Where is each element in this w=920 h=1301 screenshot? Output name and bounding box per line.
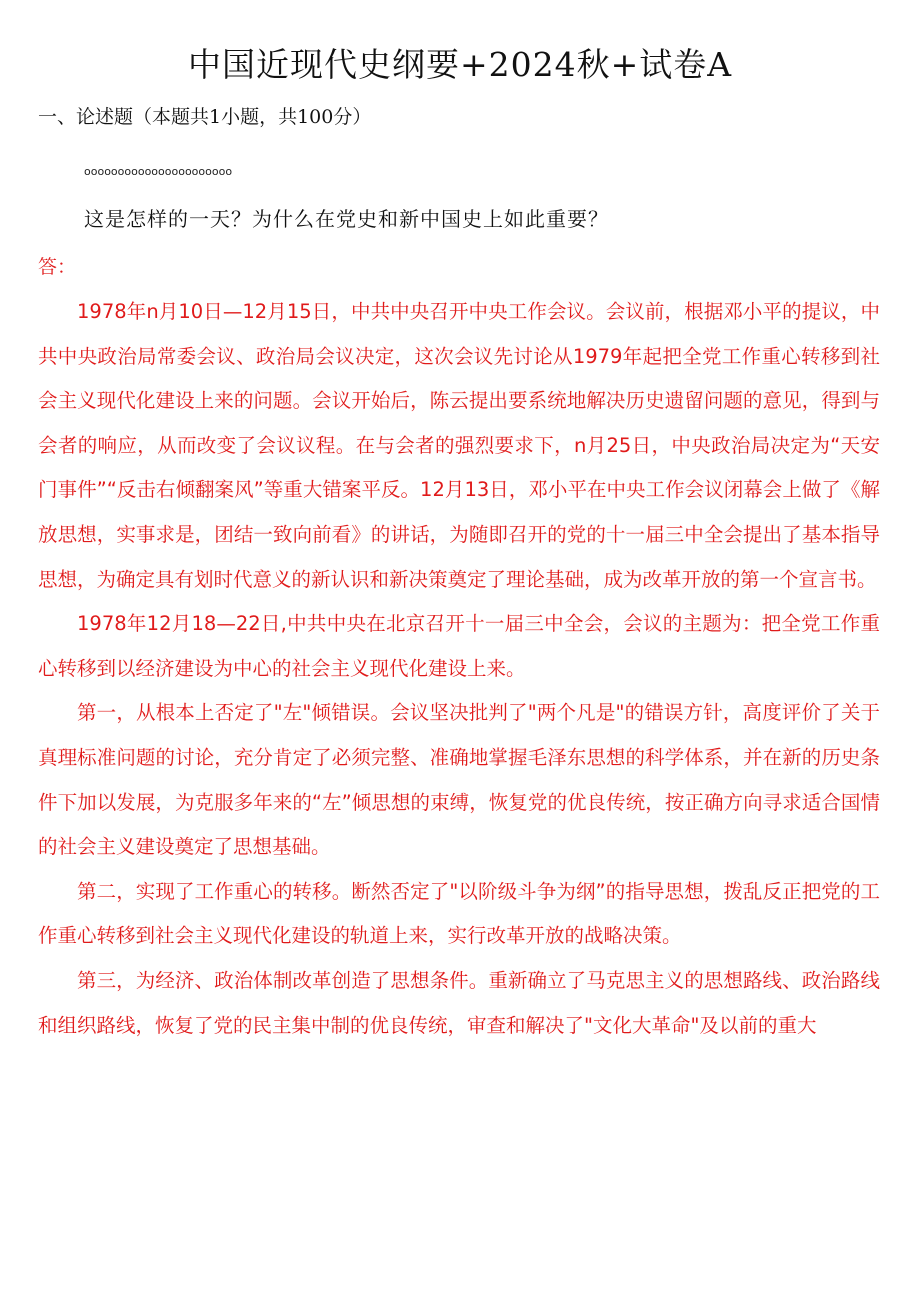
answer-paragraph: 第二，实现了工作重心的转移。断然否定了"以阶级斗争为纲”的指导思想，拨乱反正把党的工作重心转移到社会主义现代化建设的轨道上来，实行改革开放的战略决策。 xyxy=(38,879,880,948)
answer-paragraph: 第一，从根本上否定了"左"倾错误。会议坚决批判了"两个凡是"的错误方针，高度评价了关于真理标准问题的讨论，充分肯定了必须完整、准确地掌握毛泽东思想的科学体系，并在新的历史条件下加以发展，为克服多年来的“左”倾思想的束缚，恢复党的优良传统，按正确方向寻求适合国情的社会主义建设奠定了思想基础。 xyxy=(38,701,880,859)
answer-paragraph: 1978年n月10日—12月15日，中共中央召开中央工作会议。会议前，根据邓小平的提议，中共中央政治局常委会议、政治局会议决定，这次会议先讨论从1979年起把全党工作重心转移到社会主义现代化建设上来的问题。会议开始后，陈云提出要系统地解决历史遗留问题的意见，得到与会者的响应，从而改变了会议议程。在与会者的强烈要求下，n月25日，中央政治局决定为“天安门事件”“反击右倾翻案风”等重大错案平反。12月13日，邓小平在中央工作会议闭幕会上做了《解放思想，实事求是，团结一致向前看》的讲话，为随即召开的党的十一届三中全会提出了基本指导思想，为确定具有划时代意义的新认识和新决策奠定了理论基础，成为改革开放的第一个宣言书。 xyxy=(38,300,880,591)
answer-paragraph: 第三，为经济、政治体制改革创造了思想条件。重新确立了马克思主义的思想路线、政治路线和组织路线，恢复了党的民主集中制的优良传统，审查和解决了"文化大革命"及以前的重大 xyxy=(38,968,880,1037)
dots-line: oooooooooooooooooooooo xyxy=(84,165,233,178)
document-title: 中国近现代史纲要+2024秋+试卷A xyxy=(187,45,733,84)
answer-body xyxy=(38,290,880,1048)
question-text: 这是怎样的一天？为什么在党史和新中国史上如此重要？ xyxy=(84,207,609,231)
section-heading: 一、论述题（本题共1小题，共100分） xyxy=(38,106,372,128)
answer-paragraph: 1978年12月18—22日,中共中央在北京召开十一届三中全会，会议的主题为：把全党工作重心转移到以经济建设为中心的社会主义现代化建设上来。 xyxy=(38,612,880,680)
answer-label: 答： xyxy=(38,256,77,278)
